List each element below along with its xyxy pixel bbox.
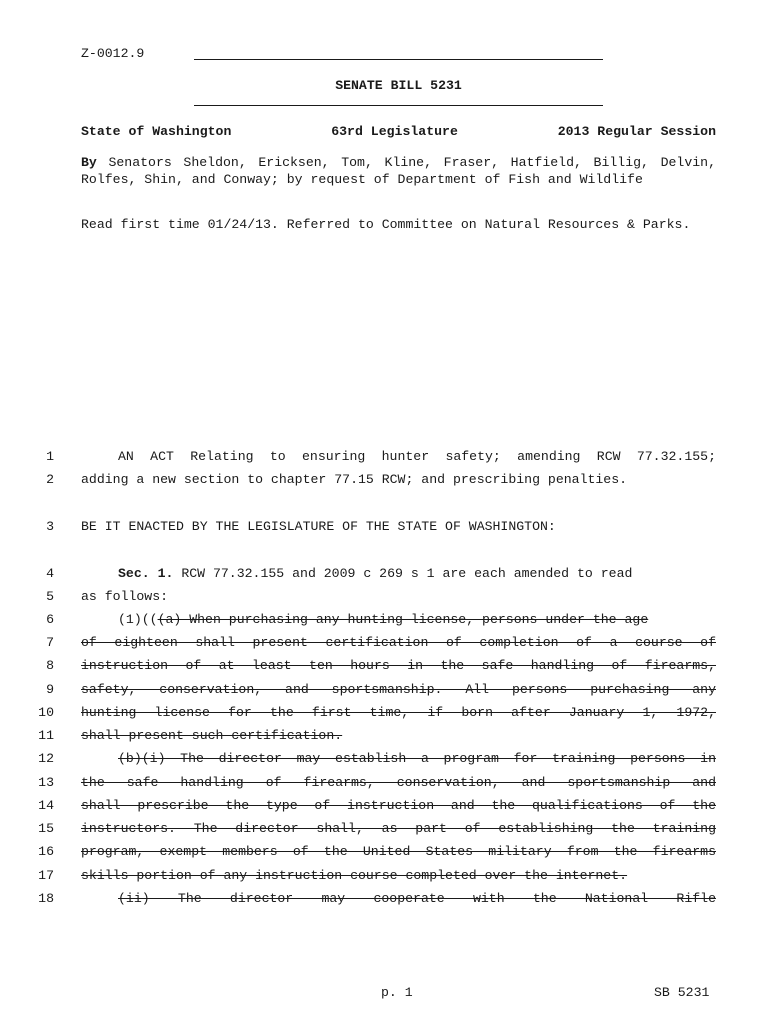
bill-title: SENATE BILL 5231 (335, 78, 462, 93)
line-number: 12 (38, 751, 54, 766)
bill-line: BE IT ENACTED BY THE LEGISLATURE OF THE STATE OF WASHINGTON: (81, 519, 556, 534)
bill-line: AN ACT Relating to ensuring hunter safety; amending RCW 77.32.155; (118, 449, 716, 464)
read-first-paragraph: Read first time 01/24/13. Referred to Committee on Natural Resources & Parks. (81, 217, 691, 232)
deleted-text: (a) When purchasing any hunting license, persons under the age (157, 612, 649, 627)
state-label: State of Washington (81, 124, 232, 139)
line-number: 8 (46, 658, 54, 673)
bill-line (81, 612, 716, 627)
bill-line: as follows: (81, 589, 169, 604)
deleted-line: shall present such certification. (81, 728, 343, 743)
bill-line (81, 566, 716, 581)
line-number: 16 (38, 844, 54, 859)
deleted-line: of eighteen shall present certification of completion of a course of (81, 635, 716, 650)
line-number: 13 (38, 775, 54, 790)
line-number: 5 (46, 589, 54, 604)
footer-bill-reference: SB 5231 (654, 985, 710, 1000)
subsection-marker: (1)(( (118, 612, 158, 627)
line-number: 9 (46, 682, 54, 697)
line-number: 15 (38, 821, 54, 836)
line-number: 17 (38, 868, 54, 883)
section-heading: Sec. 1. (118, 566, 174, 581)
deleted-line: skills portion of any instruction course completed over the internet. (81, 868, 628, 883)
sponsors-by-label: By (81, 155, 97, 170)
legislature-label: 63rd Legislature (331, 124, 458, 139)
line-number: 14 (38, 798, 54, 813)
line-number: 11 (38, 728, 54, 743)
deleted-line: instruction of at least ten hours in the safe handling of firearms, (81, 658, 716, 673)
bill-line: adding a new section to chapter 77.15 RCW; and prescribing penalties. (81, 472, 628, 487)
deleted-line: the safe handling of firearms, conservation, and sportsmanship and (81, 775, 716, 790)
header-rule-bottom (194, 105, 603, 106)
document-code: Z-0012.9 (81, 46, 145, 61)
page-number: p. 1 (381, 985, 413, 1000)
sponsors-paragraph (81, 154, 716, 188)
line-number: 18 (38, 891, 54, 906)
deleted-line: (b)(i) The director may establish a program for training persons in (118, 751, 716, 766)
sponsors-text: Senators Sheldon, Ericksen, Tom, Kline, Fraser, Hatfield, Billig, Delvin, Rolfes, Shin, and Conway; by request of Department of Fish and Wildlife (81, 155, 716, 187)
line-number: 2 (46, 472, 54, 487)
deleted-line: hunting license for the first time, if born after January 1, 1972, (81, 705, 716, 720)
line-number: 6 (46, 612, 54, 627)
deleted-line: program, exempt members of the United States military from the firearms (81, 844, 716, 859)
deleted-line: instructors. The director shall, as part of establishing the training (81, 821, 716, 836)
session-label: 2013 Regular Session (557, 124, 716, 139)
deleted-line: safety, conservation, and sportsmanship. All persons purchasing any (81, 682, 716, 697)
header-rule-top (194, 59, 603, 60)
deleted-line: shall prescribe the type of instruction and the qualifications of the (81, 798, 716, 813)
deleted-line: (ii) The director may cooperate with the National Rifle (118, 891, 716, 906)
line-number: 3 (46, 519, 54, 534)
line-number: 4 (46, 566, 54, 581)
line-number: 1 (46, 449, 54, 464)
line-number: 7 (46, 635, 54, 650)
section-text: RCW 77.32.155 and 2009 c 269 s 1 are each amended to read (173, 566, 633, 581)
line-number: 10 (38, 705, 54, 720)
session-info-row (81, 124, 716, 139)
